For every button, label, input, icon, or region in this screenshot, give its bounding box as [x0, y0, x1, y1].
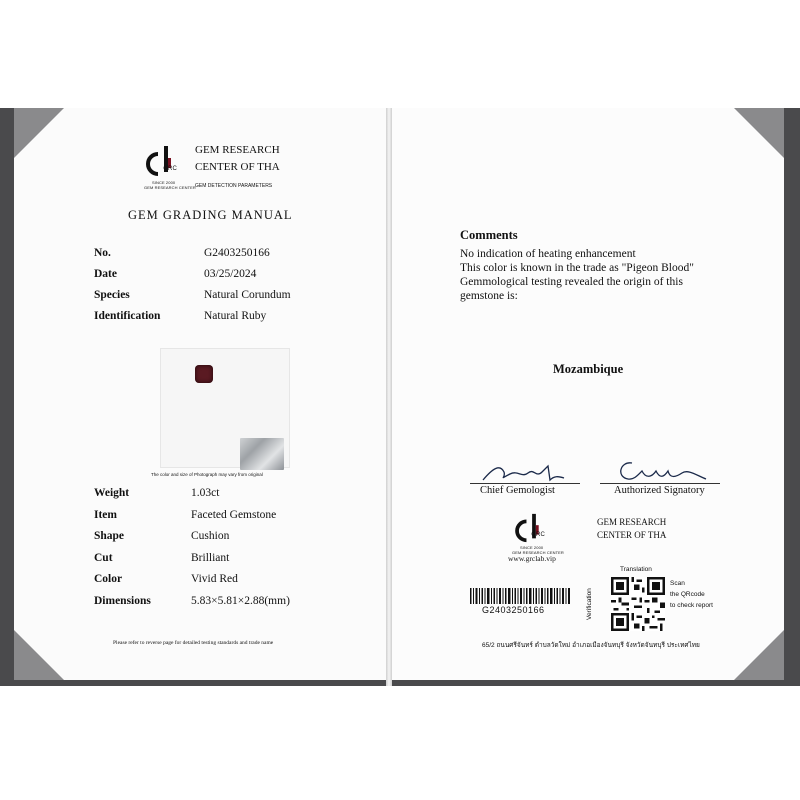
grc-logo-icon	[144, 144, 188, 178]
address-text: 65/2 ถนนศรีจันทร์ ตำบลวัดใหม่ อำเภอเมืองจันทบุรี จังหวัดจันทบุรี ประเทศไทย	[482, 642, 700, 649]
field-label-identification: Identification	[94, 310, 161, 322]
reverse-page-note: Please refer to reverse page for detailed testing standards and trade name	[113, 640, 274, 646]
grc-logo-icon	[512, 512, 556, 544]
scan-instruction: to check report	[670, 602, 713, 609]
folder-spine	[386, 108, 392, 686]
comments-title: Comments	[460, 228, 518, 242]
barcode-number: G2403250166	[482, 605, 545, 615]
field-value-shape: Cushion	[191, 530, 230, 542]
field-value-weight: 1.03ct	[191, 487, 220, 499]
field-value-item: Faceted Gemstone	[191, 509, 277, 521]
org-name-line1: GEM RESEARCH	[195, 144, 280, 156]
field-label-no: No.	[94, 247, 111, 259]
logo-text: GRC	[531, 532, 545, 538]
field-label-shape: Shape	[94, 530, 125, 542]
corner-tab	[734, 630, 784, 680]
org-name-line2: CENTER OF THA	[597, 530, 667, 540]
chief-gemologist-label: Chief Gemologist	[480, 485, 555, 496]
barcode-icon	[470, 588, 570, 604]
document-title: GEM GRADING MANUAL	[128, 208, 293, 222]
scan-instruction: the QRcode	[670, 591, 705, 598]
chief-gemologist-signature-icon	[478, 458, 568, 486]
qr-code-icon[interactable]	[611, 577, 665, 631]
org-name-line1: GEM RESEARCH	[597, 517, 667, 527]
field-label-item: Item	[94, 509, 117, 521]
verification-label: Verification	[586, 588, 593, 620]
logo-center: GEM RESEARCH CENTER	[144, 185, 196, 190]
signature-line	[470, 483, 580, 484]
field-value-dimensions: 5.83×5.81×2.88(mm)	[191, 595, 290, 607]
logo-since: SINCE 2000	[520, 545, 544, 550]
org-subtitle: GEM DETECTION PARAMETERS	[195, 183, 273, 189]
comment-line: Gemmological testing revealed the origin of this	[460, 276, 683, 288]
field-label-species: Species	[94, 289, 130, 301]
org-name-line2: CENTER OF THA	[195, 161, 280, 173]
scan-instruction: Scan	[670, 580, 685, 587]
logo-since: SINCE 2000	[152, 180, 176, 185]
corner-tab	[14, 630, 64, 680]
field-label-date: Date	[94, 268, 117, 280]
translation-label: Translation	[620, 566, 652, 573]
field-value-date: 03/25/2024	[204, 268, 257, 280]
field-value-no: G2403250166	[204, 247, 270, 259]
logo-center: GEM RESEARCH CENTER	[512, 550, 564, 555]
field-label-dimensions: Dimensions	[94, 595, 151, 607]
authorized-signatory-signature-icon	[612, 455, 712, 485]
corner-tab	[14, 108, 64, 158]
origin-country: Mozambique	[553, 362, 624, 376]
field-value-color: Vivid Red	[191, 573, 238, 585]
field-value-cut: Brilliant	[191, 552, 230, 564]
comment-line: This color is known in the trade as "Pigeon Blood"	[460, 262, 694, 274]
signature-line	[600, 483, 720, 484]
authorized-signatory-label: Authorized Signatory	[614, 485, 705, 496]
field-label-cut: Cut	[94, 552, 113, 564]
logo-text: GRC	[163, 166, 177, 172]
hologram-sticker	[240, 438, 284, 470]
website-text: www.grclab.vip	[508, 554, 556, 563]
comment-line: gemstone is:	[460, 290, 518, 302]
field-value-identification: Natural Ruby	[204, 310, 267, 322]
grc-logo	[512, 512, 564, 558]
gem-image	[195, 365, 213, 383]
field-value-species: Natural Corundum	[204, 289, 291, 301]
photo-note: The color and size of Photograph may vary from original	[151, 472, 263, 477]
grc-logo	[144, 144, 196, 192]
comment-line: No indication of heating enhancement	[460, 248, 636, 260]
field-label-weight: Weight	[94, 487, 130, 499]
field-label-color: Color	[94, 573, 123, 585]
corner-tab	[734, 108, 784, 158]
